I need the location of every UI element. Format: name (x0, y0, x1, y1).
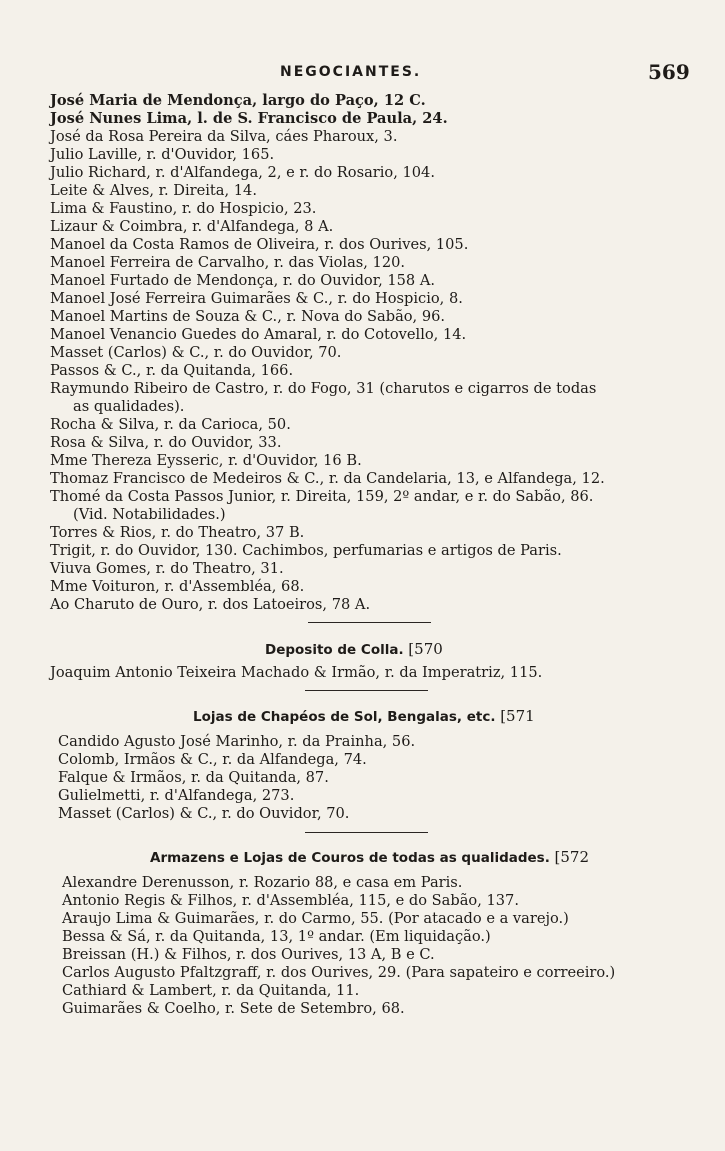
list-item: Falque & Irmãos, r. da Quitanda, 87. (58, 769, 329, 786)
section-ref: [572 (554, 848, 590, 866)
list-item: Manoel José Ferreira Guimarães & C., r. do Hospicio, 8. (50, 290, 463, 307)
section-divider (305, 690, 428, 691)
running-title: NEGOCIANTES. (280, 64, 422, 80)
list-item: Mme Voituron, r. d'Assembléa, 68. (50, 578, 305, 595)
list-item: Carlos Augusto Pfaltzgraff, r. dos Ourives, 29. (Para sapateiro e correeiro.) (62, 964, 616, 981)
list-item: Thomé da Costa Passos Junior, r. Direita, 159, 2º andar, e r. do Sabão, 86. (50, 488, 594, 505)
list-item: Joaquim Antonio Teixeira Machado & Irmão, r. da Imperatriz, 115. (50, 664, 543, 681)
list-item: Lizaur & Coimbra, r. d'Alfandega, 8 A. (50, 218, 334, 235)
list-item: Cathiard & Lambert, r. da Quitanda, 11. (62, 982, 360, 999)
list-item: Torres & Rios, r. do Theatro, 37 B. (50, 524, 305, 541)
section-ref: [571 (500, 707, 535, 725)
list-item: Viuva Gomes, r. do Theatro, 31. (50, 560, 284, 577)
section-heading (193, 707, 535, 725)
list-item: Julio Laville, r. d'Ouvidor, 165. (50, 146, 275, 163)
page-number: 569 (648, 60, 690, 84)
list-item: Manoel Martins de Souza & C., r. Nova do Sabão, 96. (50, 308, 446, 325)
list-item: Trigit, r. do Ouvidor, 130. Cachimbos, perfumarias e artigos de Paris. (50, 542, 562, 559)
section-divider (308, 622, 431, 623)
list-item: Rocha & Silva, r. da Carioca, 50. (50, 416, 291, 433)
list-item: Manoel Venancio Guedes do Amaral, r. do Cotovello, 14. (50, 326, 467, 343)
list-item: José Maria de Mendonça, largo do Paço, 12 C. (50, 92, 426, 109)
list-item: Manoel da Costa Ramos de Oliveira, r. dos Ourives, 105. (50, 236, 469, 253)
list-item: Masset (Carlos) & C., r. do Ouvidor, 70. (50, 344, 342, 361)
list-item: Thomaz Francisco de Medeiros & C., r. da Candelaria, 13, e Alfandega, 12. (50, 470, 605, 487)
section-heading-title: Deposito de Colla. (265, 642, 404, 658)
list-item: Raymundo Ribeiro de Castro, r. do Fogo, 31 (charutos e cigarros de todas (50, 380, 597, 397)
list-item-continuation: as qualidades). (73, 398, 185, 415)
list-item: José da Rosa Pereira da Silva, cáes Pharoux, 3. (50, 128, 398, 145)
list-item: Lima & Faustino, r. do Hospicio, 23. (50, 200, 317, 217)
list-item: Julio Richard, r. d'Alfandega, 2, e r. do Rosario, 104. (50, 164, 435, 181)
list-item: Gulielmetti, r. d'Alfandega, 273. (58, 787, 295, 804)
list-item: José Nunes Lima, l. de S. Francisco de Paula, 24. (50, 110, 448, 127)
list-item: Guimarães & Coelho, r. Sete de Setembro, 68. (62, 1000, 405, 1017)
list-item: Bessa & Sá, r. da Quitanda, 13, 1º andar. (Em liquidação.) (62, 928, 491, 945)
list-item: Leite & Alves, r. Direita, 14. (50, 182, 257, 199)
section-heading (150, 848, 589, 866)
list-item: Masset (Carlos) & C., r. do Ouvidor, 70. (58, 805, 350, 822)
list-item: Alexandre Derenusson, r. Rozario 88, e casa em Paris. (62, 874, 463, 891)
list-item: Ao Charuto de Ouro, r. dos Latoeiros, 78 A. (50, 596, 371, 613)
list-item: Mme Thereza Eysseric, r. d'Ouvidor, 16 B. (50, 452, 362, 469)
list-item-continuation: (Vid. Notabilidades.) (73, 506, 226, 523)
list-item: Colomb, Irmãos & C., r. da Alfandega, 74. (58, 751, 367, 768)
list-item: Breissan (H.) & Filhos, r. dos Ourives, 13 A, B e C. (62, 946, 435, 963)
section-divider (305, 832, 428, 833)
section-heading-title: Lojas de Chapéos de Sol, Bengalas, etc. (193, 709, 496, 725)
list-item: Passos & C., r. da Quitanda, 166. (50, 362, 294, 379)
list-item: Candido Agusto José Marinho, r. da Prainha, 56. (58, 733, 416, 750)
list-item: Antonio Regis & Filhos, r. d'Assembléa, 115, e do Sabão, 137. (62, 892, 519, 909)
section-heading-title: Armazens e Lojas de Couros de todas as qualidades. (150, 850, 550, 866)
list-item: Manoel Furtado de Mendonça, r. do Ouvidor, 158 A. (50, 272, 436, 289)
list-item: Manoel Ferreira de Carvalho, r. das Violas, 120. (50, 254, 406, 271)
list-item: Rosa & Silva, r. do Ouvidor, 33. (50, 434, 282, 451)
list-item: Araujo Lima & Guimarães, r. do Carmo, 55. (Por atacado e a varejo.) (62, 910, 569, 927)
section-heading (265, 640, 443, 658)
section-ref: [570 (408, 640, 443, 658)
running-head (0, 62, 725, 86)
